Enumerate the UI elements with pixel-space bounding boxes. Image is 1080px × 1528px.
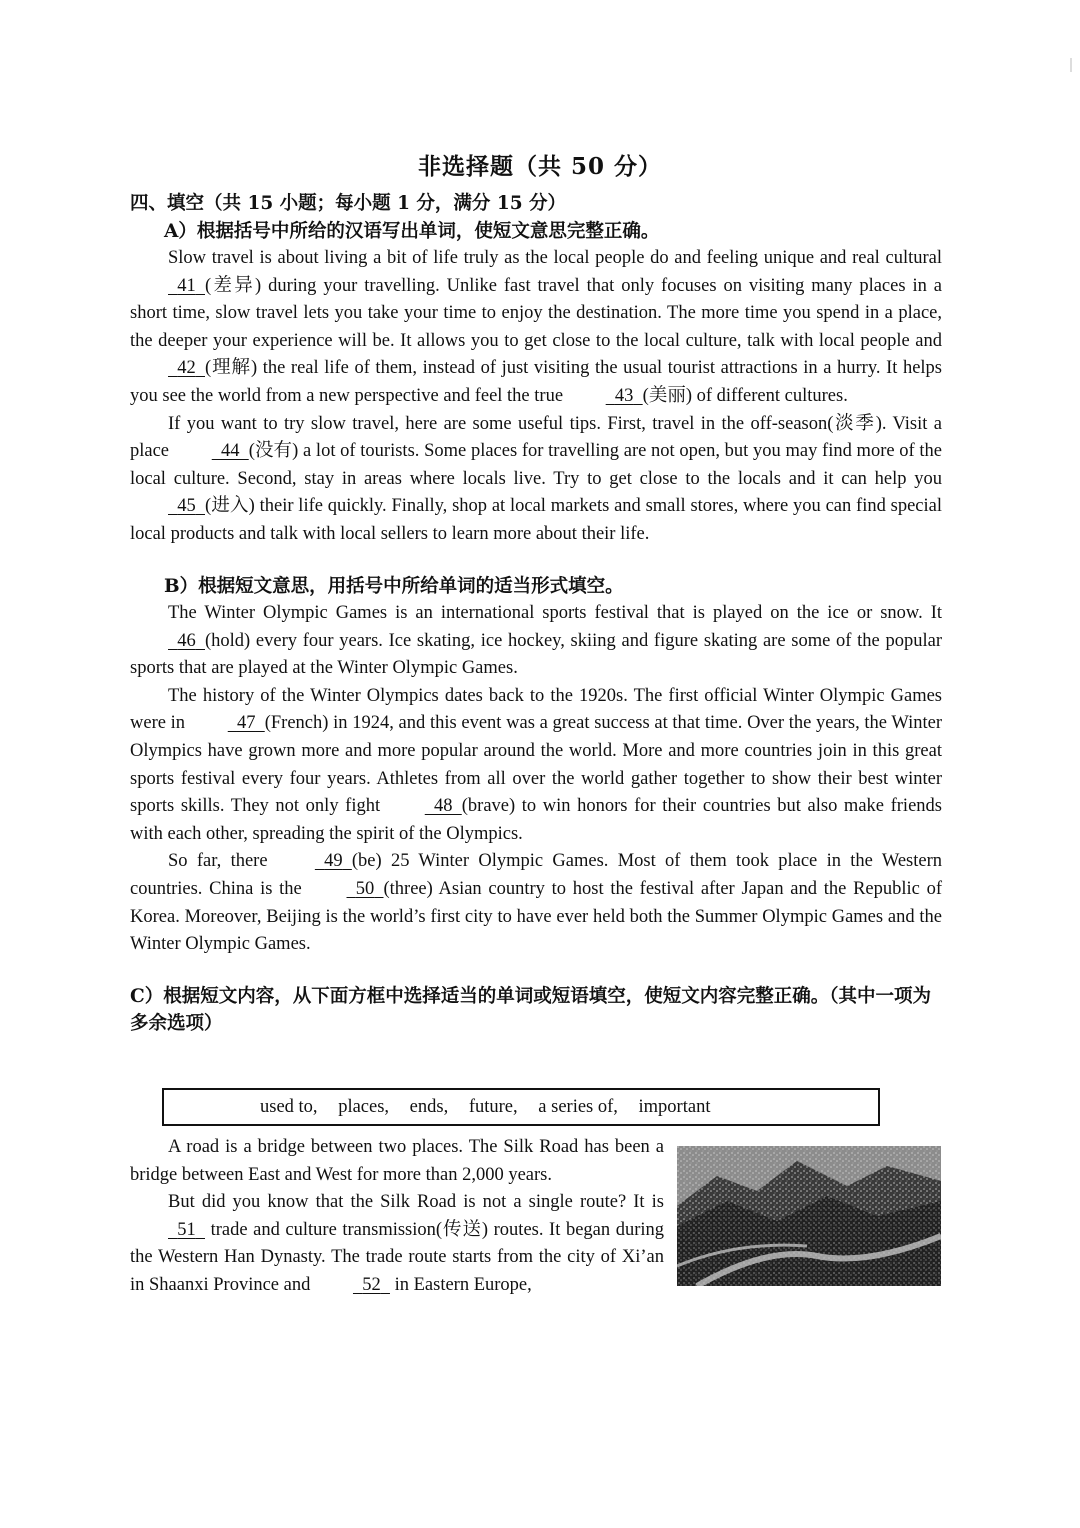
blank-44[interactable]: 44	[220, 441, 240, 462]
blank-47[interactable]: 47	[236, 713, 256, 734]
part-c-instruction: C）根据短文内容，从下面方框中选择适当的单词或短语填空，使短文内容完整正确。（其中一项为多余选项）	[130, 985, 931, 1035]
word-option: a series of,	[538, 1097, 618, 1117]
part-b-paragraph-3: So far, there 49 (be) 25 Winter Olympic Games. Most of them took place in the Western countries. China is the 50 (three) Asian country to host the festival after Japan and the Republic of Korea. Moreover, Beijing is the world’s first city to have ever held both the Summer Olympic Games and the Winter Olympic Games.	[130, 848, 942, 958]
blank-49[interactable]: 49	[324, 851, 343, 872]
part-c-paragraph-2: But did you know that the Silk Road is not a single route? It is 51 trade and culture transmission(传送) routes. It began during the Western Han Dynasty. The trade route starts from the city of Xi’an in Shaanxi Province and 52 in Eastern Europe,	[130, 1189, 664, 1299]
page-title: 非选择题（共 50 分）	[417, 153, 663, 180]
word-option: ends,	[409, 1097, 449, 1117]
part-c-passage	[130, 1134, 664, 1300]
blank-41[interactable]: 41	[177, 275, 196, 296]
blank-50[interactable]: 50	[355, 878, 375, 899]
part-b-paragraph-1: The Winter Olympic Games is an international sports festival that is played on the ice or snow. It 46 (hold) every four years. Ice skating, ice hockey, skiing and figure skating are some of the popular sports that are played at the Winter Olympic Games.	[130, 603, 942, 679]
part-b-instruction: B）根据短文意思，用括号中所给单词的适当形式填空。	[164, 575, 624, 597]
word-option: used to,	[260, 1097, 318, 1117]
part-b-paragraph-2: The history of the Winter Olympics dates back to the 1920s. The first official Winter Olympic Games were in 47 (French) in 1924, and this event was a great success at that time. Over the years, the Winter Olympics have grown more and more popular around the world. More and more countries join in this great sports festival every four years. Athletes from all over the world gather together to show their best winter sports skills. They not only fight 48 (brave) to win honors for their countries but also make friends with each other, spreading the spirit of the Olympics.	[130, 685, 942, 844]
blank-48[interactable]: 48	[434, 796, 453, 817]
word-box	[162, 1088, 880, 1126]
blank-46[interactable]: 46	[177, 630, 196, 651]
word-option: future,	[468, 1097, 518, 1117]
silk-road-photo	[677, 1146, 941, 1286]
blank-43[interactable]: 43	[614, 385, 634, 406]
part-a-paragraph-2: If you want to try slow travel, here are some useful tips. First, travel in the off-season(淡季). Visit a place 44 (没有) a lot of tourists. Some places for travelling are not open, but you may find more of the local culture. Second, stay in areas where locals live. Try to get close to the locals and it can help you 45 (进入) their life quickly. Finally, shop at local markets and small stores, where you can find special local products and talk with local sellers to learn more about their life.	[130, 413, 942, 544]
blank-42[interactable]: 42	[177, 358, 196, 379]
blank-52[interactable]: 52	[362, 1274, 381, 1295]
scan-mark	[1070, 58, 1072, 72]
blank-45[interactable]: 45	[177, 496, 196, 517]
part-a-instruction: A）根据括号中所给的汉语写出单词，使短文意思完整正确。	[164, 220, 660, 242]
landscape-image-icon	[677, 1146, 941, 1286]
word-option: important	[638, 1097, 711, 1117]
part-c-paragraph-1: A road is a bridge between two places. The Silk Road has been a bridge between East and West for more than 2,000 years.	[130, 1137, 664, 1185]
blank-51[interactable]: 51	[177, 1219, 196, 1240]
section-heading: 四、填空（共 15 小题；每小题 1 分，满分 15 分）	[130, 193, 567, 214]
part-a-paragraph-1: Slow travel is about living a bit of life truly as the local people do and feeling unique and real cultural 41 (差异) during your travelling. Unlike fast travel that only focuses on visiting many places in a short time, slow travel lets you take your time to enjoy the destination. The more time you spend in a place, the deeper your experience will be. It allows you to get close to the local culture, talk with local people and 42 (理解) the real life of them, instead of just visiting the usual tourist attractions in a hurry. It helps you see the world from a new perspective and feel the true 43 (美丽) of different cultures.	[130, 245, 942, 411]
fill-in-section	[130, 190, 942, 1038]
word-box-options	[260, 1097, 726, 1118]
word-option: places,	[338, 1097, 390, 1117]
